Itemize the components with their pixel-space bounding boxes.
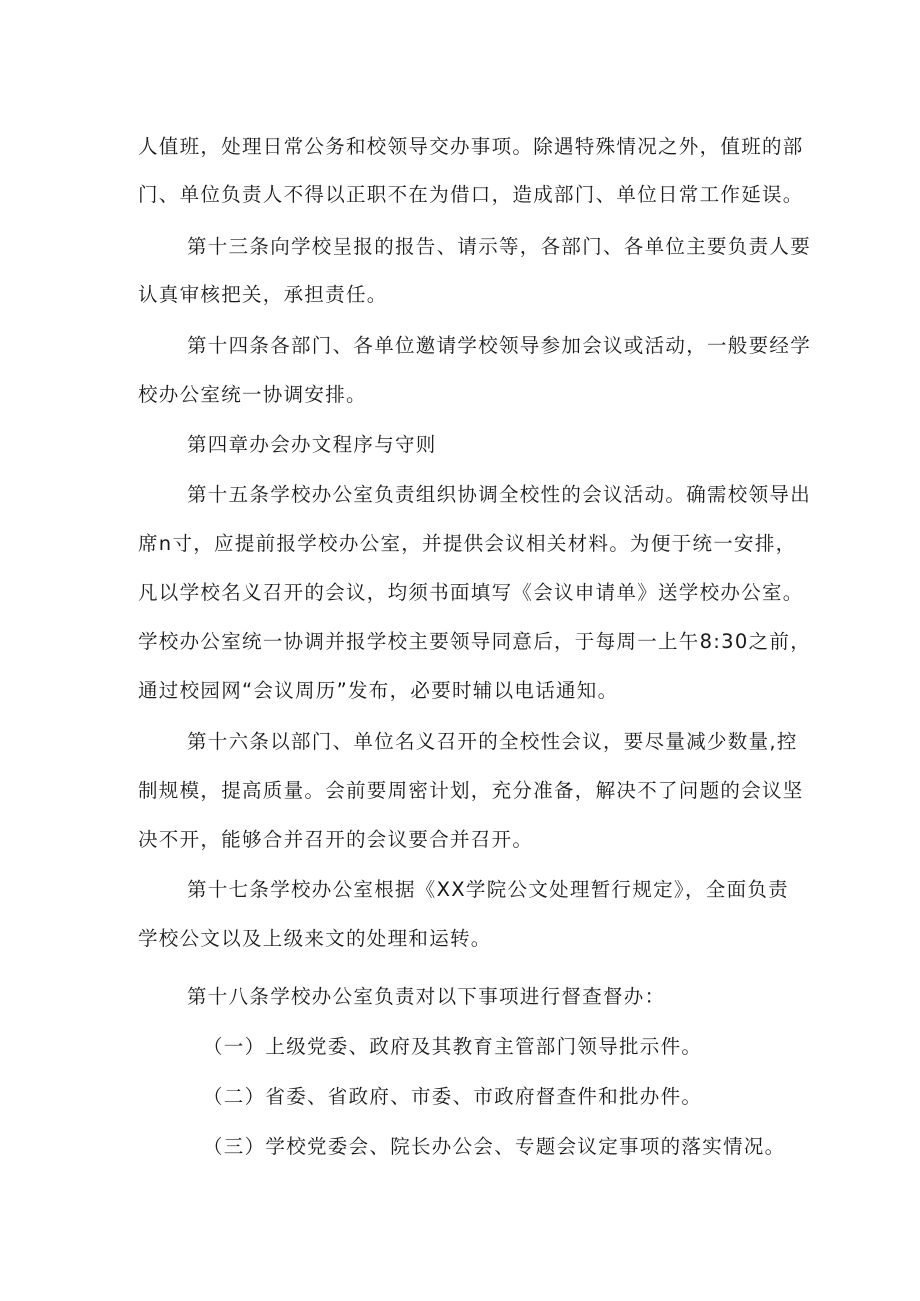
text-line: 校办公室统一协调安排。 <box>138 383 367 406</box>
text-line: 第十七条学校办公室根据《XX学院公文处理暂行规定》，全面负责 <box>187 878 789 901</box>
text-line: 决不开，能够合并召开的会议要合并召开。 <box>138 828 534 851</box>
text-line: 学校公文以及上级来文的处理和运转。 <box>138 927 492 950</box>
text-line: 人值班，处理日常公务和校领导交办事项。除遇特殊情况之外，值班的部 <box>138 135 804 158</box>
text-line: 第十四条各部门、各单位邀请学校领导参加会议或活动，一般要经学 <box>187 334 812 357</box>
list-item: （三）学校党委会、院长办公会、专题会议定事项的落实情况。 <box>203 1135 786 1158</box>
text-line: 学校办公室统一协调并报学校主要领导同意后，于每周一上午8:30之前， <box>138 630 811 653</box>
text-line: 第十三条向学校呈报的报告、请示等，各部门、各单位主要负责人要 <box>187 235 812 258</box>
text-line: 第十六条以部门、单位名义召开的全校性会议，要尽量减少数量,控 <box>187 730 798 753</box>
list-item: （二）省委、省政府、市委、市政府督查件和批办件。 <box>203 1085 703 1108</box>
text-line: 认真审核把关，承担责任。 <box>138 283 388 306</box>
text-line: 门、单位负责人不得以正职不在为借口，造成部门、单位日常工作延误。 <box>138 183 804 206</box>
text-line: 通过校园网“会议周历”发布，必要时辅以电话通知。 <box>138 679 619 702</box>
text-line: 第十八条学校办公室负责对以下事项进行督查督办： <box>187 985 666 1008</box>
text-line: 第十五条学校办公室负责组织协调全校性的会议活动。确需校领导出 <box>187 483 812 506</box>
text-line: 制规模，提高质量。会前要周密计划，充分准备，解决不了问题的会议坚 <box>138 779 804 802</box>
chapter-heading: 第四章办会办文程序与守则 <box>187 433 437 456</box>
text-line: 凡以学校名义召开的会议，均须书面填写《会议申请单》送学校办公室。 <box>138 581 804 604</box>
text-line: 席n寸，应提前报学校办公室，并提供会议相关材料。为便于统一安排， <box>138 532 797 555</box>
list-item: （一）上级党委、政府及其教育主管部门领导批示件。 <box>203 1035 703 1058</box>
